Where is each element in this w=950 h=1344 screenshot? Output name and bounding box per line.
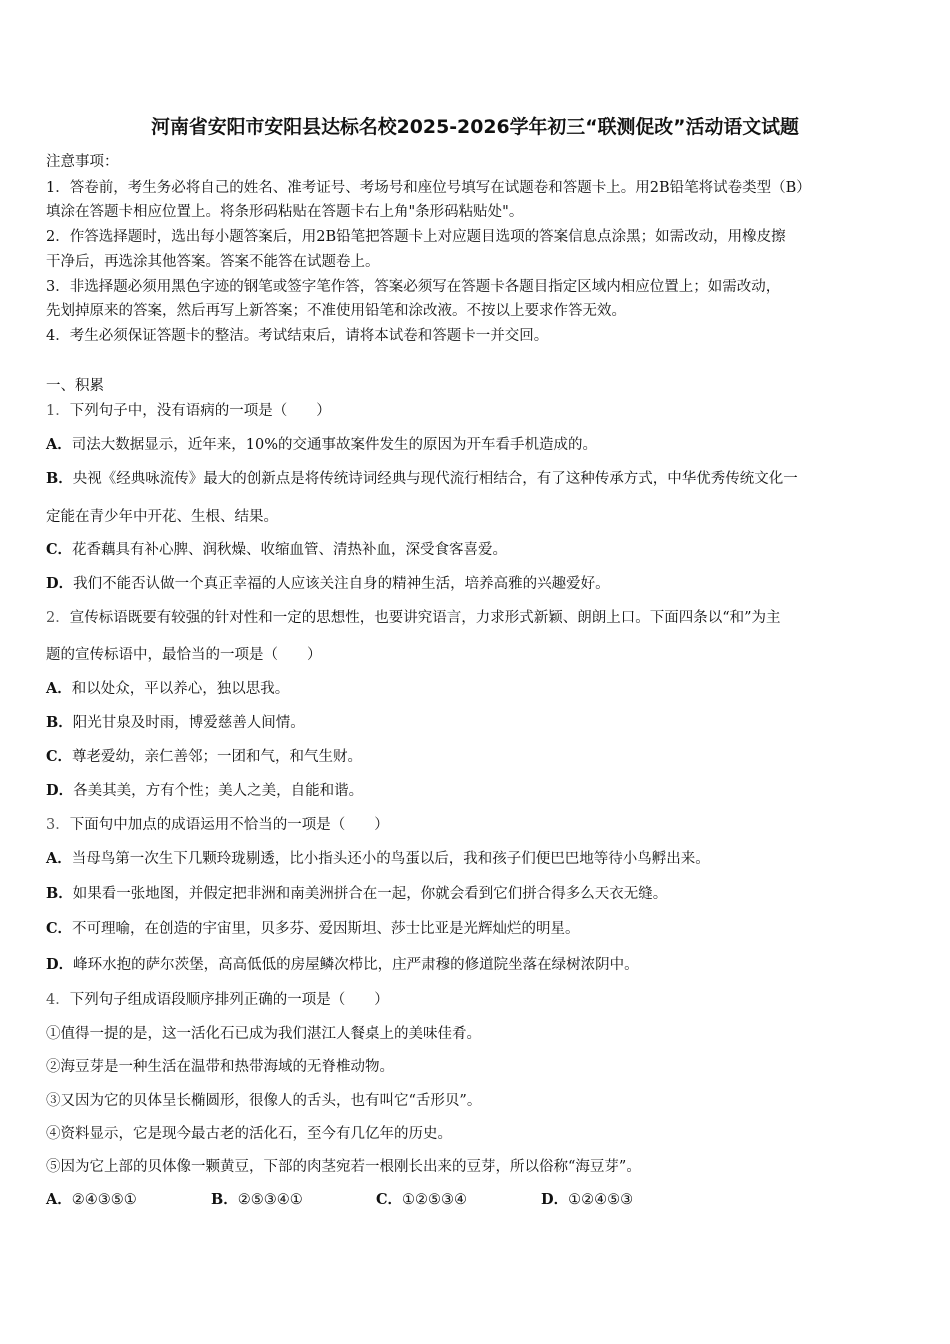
option-label: A． — [46, 850, 72, 867]
question-1-stem — [46, 401, 331, 421]
option-text: 司法大数据显示，近年来，10%的交通事故案件发生的原因为开车看手机造成的。 — [71, 437, 597, 453]
option-label: D． — [46, 575, 74, 592]
option-text: 峰环水抱的萨尔茨堡，高高低低的房屋鳞次栉比，庄严肃穆的修道院坐落在绿树浓阴中。 — [73, 957, 639, 973]
sentence-1: ①值得一提的是，这一活化石已成为我们湛江人餐桌上的美味佳肴。 — [46, 1026, 481, 1042]
notice-line: 先划掉原来的答案，然后再写上新答案；不准使用铅笔和涂改液。不按以上要求作答无效。 — [46, 303, 626, 319]
option-label: B． — [46, 714, 73, 731]
question-3-option-c — [46, 919, 580, 939]
question-2-option-c — [46, 747, 362, 767]
option-text: ①②⑤③④ — [402, 1192, 468, 1208]
question-3-option-a — [46, 849, 710, 869]
notice-line: 3．非选择题必须用黑色字迹的钢笔或签字笔作答，答案必须写在答题卡各题目指定区域内相应位置上；如需改动， — [46, 279, 781, 295]
option-label: A． — [46, 436, 72, 453]
option-label: D． — [541, 1191, 569, 1208]
question-2-option-d — [46, 781, 363, 801]
option-label: A． — [46, 680, 72, 697]
question-1-option-b-cont: 定能在青少年中开花、生根、结果。 — [46, 509, 278, 525]
question-1-option-a — [46, 435, 597, 455]
question-4-option-a — [46, 1190, 211, 1210]
page-title: 河南省安阳市安阳县达标名校2025-2026学年初三“联测促改”活动语文试题 — [151, 116, 799, 138]
question-number: 3． — [46, 817, 70, 833]
notice-heading: 注意事项： — [46, 154, 119, 170]
option-label: C． — [46, 748, 73, 765]
option-label: C． — [376, 1191, 403, 1208]
sentence-3: ③又因为它的贝体呈长椭圆形，很像人的舌头，也有叫它“舌形贝”。 — [46, 1093, 482, 1109]
notice-line: 干净后，再选涂其他答案。答案不能答在试题卷上。 — [46, 254, 380, 270]
option-label: D． — [46, 956, 74, 973]
option-text: 尊老爱幼，亲仁善邻；一团和气，和气生财。 — [72, 749, 363, 765]
option-text: ②⑤③④① — [237, 1192, 303, 1208]
question-1-option-b — [46, 469, 798, 489]
question-text: 下面句中加点的成语运用不恰当的一项是（ ） — [69, 817, 389, 833]
option-label: B． — [46, 470, 73, 487]
question-text: 下列句子中，没有语病的一项是（ ） — [69, 403, 331, 419]
question-2-option-b — [46, 713, 305, 733]
question-4-option-c — [376, 1190, 541, 1210]
question-number: 2． — [46, 610, 70, 626]
option-text: 阳光甘泉及时雨，博爱慈善人间情。 — [72, 715, 305, 731]
option-text: 各美其美，方有个性；美人之美，自能和谐。 — [73, 783, 364, 799]
question-number: 4． — [46, 992, 70, 1008]
option-label: B． — [46, 885, 73, 902]
notice-line: 2．作答选择题时，选出每小题答案后，用2B铅笔把答题卡上对应题目选项的答案信息点涂黑；如需改动，用橡皮擦 — [46, 229, 786, 245]
notice-line: 填涂在答题卡相应位置上。将条形码粘贴在答题卡右上角"条形码粘贴处"。 — [46, 204, 524, 220]
option-label: C． — [46, 541, 73, 558]
notice-line: 1．答卷前，考生务必将自己的姓名、准考证号、考场号和座位号填写在试题卷和答题卡上。用2B铅笔将试卷类型（B） — [46, 180, 811, 196]
question-4-option-d — [541, 1190, 633, 1210]
option-label: C． — [46, 920, 73, 937]
option-text: ②④③⑤① — [71, 1192, 137, 1208]
question-2-stem-cont: 题的宣传标语中，最恰当的一项是（ ） — [46, 647, 322, 663]
question-3-option-b — [46, 884, 667, 904]
option-text: 我们不能否认做一个真正幸福的人应该关注自身的精神生活，培养高雅的兴趣爱好。 — [73, 576, 610, 592]
option-label: A． — [46, 1191, 72, 1208]
sentence-2: ②海豆芽是一种生活在温带和热带海域的无脊椎动物。 — [46, 1059, 394, 1075]
question-1-option-c — [46, 540, 507, 560]
question-1-option-d — [46, 574, 610, 594]
option-label: B． — [211, 1191, 238, 1208]
sentence-4: ④资料显示，它是现今最古老的活化石，至今有几亿年的历史。 — [46, 1126, 452, 1142]
section-heading: 一、积累 — [46, 378, 104, 394]
question-number: 1． — [46, 403, 70, 419]
option-text: 不可理喻，在创造的宇宙里，贝多芬、爱因斯坦、莎士比亚是光辉灿烂的明星。 — [72, 921, 580, 937]
question-4-options — [46, 1190, 633, 1210]
question-3-stem — [46, 815, 389, 835]
option-text: 如果看一张地图，并假定把非洲和南美洲拼合在一起，你就会看到它们拼合得多么天衣无缝。 — [72, 886, 668, 902]
question-4-stem — [46, 990, 389, 1010]
option-label: D． — [46, 782, 74, 799]
question-4-option-b — [211, 1190, 376, 1210]
option-text: 当母鸟第一次生下几颗玲珑剔透，比小指头还小的鸟蛋以后，我和孩子们便巴巴地等待小鸟孵出来。 — [71, 851, 710, 867]
option-text: ①②④⑤③ — [568, 1192, 634, 1208]
sentence-5: ⑤因为它上部的贝体像一颗黄豆，下部的肉茎宛若一根刚长出来的豆芽，所以俗称“海豆芽”。 — [46, 1159, 641, 1175]
option-text: 和以处众，平以养心，独以思我。 — [71, 681, 290, 697]
question-3-option-d — [46, 955, 639, 975]
question-2-stem — [46, 608, 781, 628]
option-text: 花香藕具有补心脾、润秋燥、收缩血管、清热补血，深受食客喜爱。 — [72, 542, 508, 558]
option-text: 央视《经典咏流传》最大的创新点是将传统诗词经典与现代流行相结合，有了这种传承方式，中华优秀传统文化一 — [72, 471, 798, 487]
question-text: 宣传标语既要有较强的针对性和一定的思想性，也要讲究语言，力求形式新颖、朗朗上口。下面四条以“和”为主 — [69, 610, 781, 626]
notice-line: 4．考生必须保证答题卡的整洁。考试结束后，请将本试卷和答题卡一并交回。 — [46, 328, 549, 344]
question-2-option-a — [46, 679, 289, 699]
question-text: 下列句子组成语段顺序排列正确的一项是（ ） — [69, 992, 389, 1008]
